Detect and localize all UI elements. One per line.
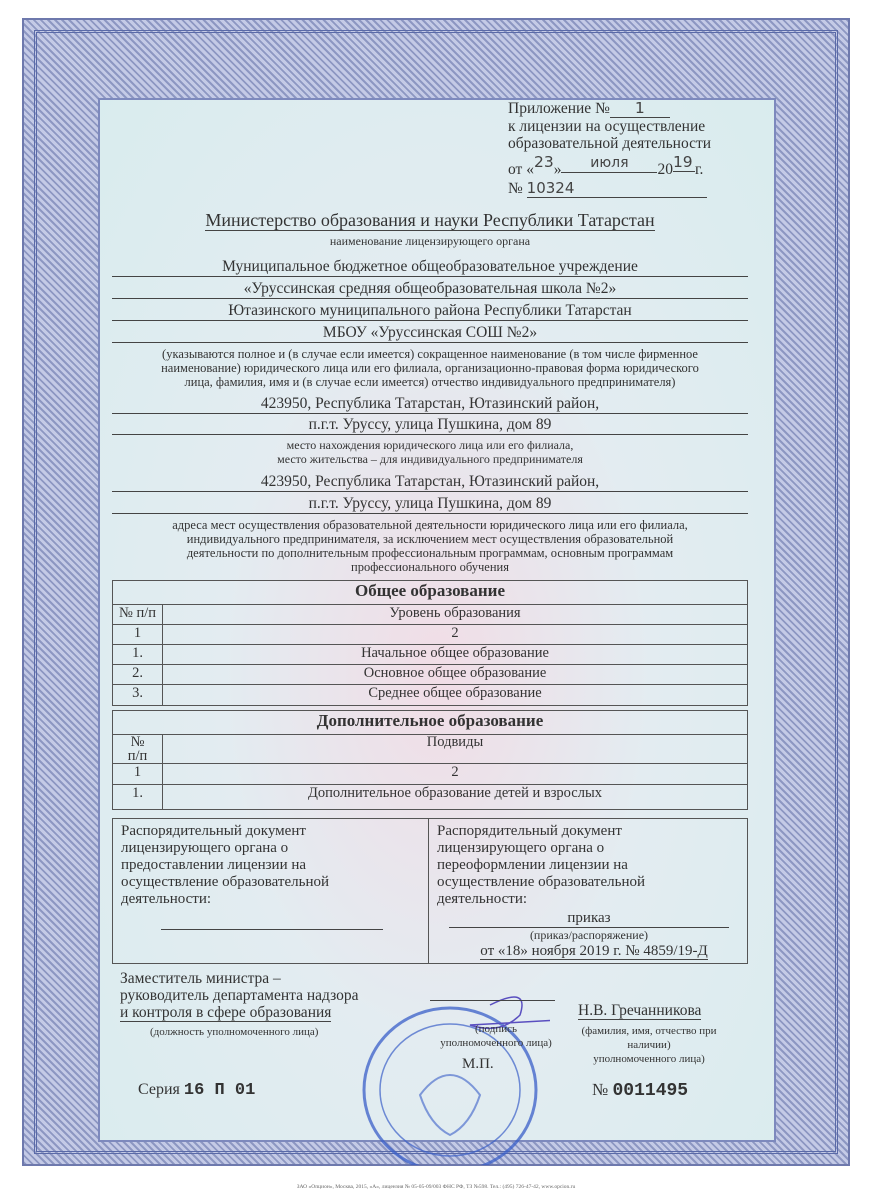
table-row — [112, 644, 748, 665]
location-caption: место жительства – для индивидуального предпринимателя — [277, 452, 583, 466]
text: лицензирующего органа о — [121, 840, 289, 856]
table-row — [112, 684, 748, 706]
text: руководитель департамента надзора — [120, 987, 359, 1004]
text: деятельности: — [121, 891, 212, 907]
table-row — [112, 664, 748, 685]
order-type-caption: (приказ/распоряжение) — [529, 928, 649, 942]
general-header-row — [112, 604, 748, 625]
signer-position — [120, 970, 359, 1021]
col-subtype: Подвиды — [426, 734, 484, 750]
cell: 1 — [113, 764, 163, 784]
g-label: г. — [694, 161, 704, 178]
cell: 1. — [113, 645, 163, 664]
signer-name: Н.В. Гречанникова — [578, 1002, 702, 1019]
org-line: Ютазинского муниципального района Республики Татарстан — [112, 302, 748, 321]
reissue-order-cell — [429, 819, 747, 963]
cell: Основное общее образование — [363, 665, 547, 681]
location-line: п.г.т. Уруссу, улица Пушкина, дом 89 — [112, 416, 748, 435]
name-caption: уполномоченного лица) — [593, 1053, 705, 1065]
address-caption: адреса мест осуществления образовательной деятельности юридического лица или его филиала, — [172, 518, 688, 532]
stamp-place-label: М.П. — [462, 1056, 494, 1072]
col-number: № п/п — [113, 605, 163, 624]
col-number: п/п — [127, 748, 148, 764]
org-line: «Уруссинская средняя общеобразовательная школа №2» — [112, 280, 748, 299]
address-caption: деятельности по дополнительным профессиональным программам, основным программам — [186, 546, 674, 560]
text: предоставлении лицензии на — [121, 857, 307, 873]
org-caption: наименование) юридического лица или его филиала, организационно-правовая форма юридического — [161, 361, 699, 375]
cell: Среднее общее образование — [368, 685, 542, 701]
text: Распорядительный документ — [437, 823, 622, 839]
location-caption: место нахождения юридического лица или его филиала, — [286, 438, 574, 452]
appendix-line1: к лицензии на осуществление — [508, 118, 706, 135]
official-seal — [350, 985, 550, 1165]
number-label: № — [592, 1080, 609, 1099]
order-type: приказ — [449, 910, 729, 928]
order-details: от «18» ноября 2019 г. № 4859/19-Д — [480, 943, 708, 959]
year-prefix: 20 — [657, 161, 673, 178]
address-caption: индивидуального предпринимателя, за исключением мест осуществления образовательной — [186, 532, 674, 546]
year: 19 — [673, 154, 695, 172]
quote: » — [553, 161, 562, 178]
appendix-number: 1 — [610, 100, 670, 118]
address-line: 423950, Республика Татарстан, Ютазинский район, — [112, 473, 748, 492]
cell: Начальное общее образование — [361, 645, 549, 661]
name-caption: наличии) — [627, 1039, 671, 1051]
general-education-title: Общее образование — [112, 580, 748, 605]
cell: 1 — [113, 625, 163, 644]
text: осуществление образовательной — [437, 874, 645, 890]
text: Распорядительный документ — [121, 823, 306, 839]
text: и контроля в сфере образования — [120, 1004, 332, 1021]
appendix-label: Приложение № — [508, 100, 610, 117]
text: осуществление образовательной — [121, 874, 329, 890]
additional-header-row — [112, 734, 748, 764]
cell: 2 — [451, 625, 459, 641]
license-number: 10324 — [527, 180, 707, 198]
text: Заместитель министра – — [120, 970, 281, 987]
appendix-line2: образовательной деятельности — [508, 135, 712, 152]
text: деятельности: — [437, 891, 528, 907]
series-label: Серия — [138, 1081, 180, 1098]
org-line: Муниципальное бюджетное общеобразовательное учреждение — [112, 258, 748, 277]
day: 23 — [533, 153, 554, 171]
cell: 1. — [113, 785, 163, 809]
text: переоформлении лицензии на — [437, 857, 628, 873]
form-number: 0011495 — [612, 1081, 689, 1101]
table-row — [112, 784, 748, 810]
cell: 2 — [451, 764, 459, 780]
no-label: № — [508, 180, 523, 197]
col-number: № — [130, 734, 145, 750]
table-row — [112, 624, 748, 645]
cell: 3. — [113, 685, 163, 705]
sign-caption: (подпись — [474, 1023, 517, 1035]
sign-caption: уполномоченного лица) — [440, 1037, 552, 1049]
text: лицензирующего органа о — [437, 840, 605, 856]
printer-footer: ЗАО «Опцион», Москва, 2015, «А», лицензия № 05-05-09/003 ФНС РФ, ТЗ №598. Тел.: (495) 726-47-42, www.opcion.ru — [296, 1184, 576, 1190]
table-row — [112, 763, 748, 785]
position-caption: (должность уполномоченного лица) — [150, 1026, 319, 1038]
from-label: от « — [508, 161, 534, 178]
address-caption: профессионального обучения — [351, 560, 509, 574]
issue-order-cell — [113, 819, 429, 963]
cell: Дополнительное образование детей и взрослых — [308, 785, 602, 801]
name-caption: (фамилия, имя, отчество при — [581, 1025, 717, 1037]
authority-name: Министерство образования и науки Республики Татарстан — [205, 210, 655, 230]
series-value: 16 П 01 — [183, 1081, 256, 1100]
appendix-block — [508, 100, 738, 198]
cell: 2. — [113, 665, 163, 684]
orders-box — [112, 818, 748, 964]
address-line: п.г.т. Уруссу, улица Пушкина, дом 89 — [112, 495, 748, 514]
month: июля — [561, 155, 657, 173]
additional-education-title: Дополнительное образование — [112, 710, 748, 735]
authority-caption: наименование лицензирующего органа — [329, 234, 531, 248]
location-line: 423950, Республика Татарстан, Ютазинский район, — [112, 395, 748, 414]
org-caption: (указываются полное и (в случае если имеется) сокращенное наименование (в том числе фирменное — [162, 347, 698, 361]
col-level: Уровень образования — [389, 605, 521, 621]
org-short-name: МБОУ «Уруссинская СОШ №2» — [112, 324, 748, 343]
org-caption: лица, фамилия, имя и (в случае если имеется) отчество индивидуального предпринимателя) — [184, 375, 676, 389]
